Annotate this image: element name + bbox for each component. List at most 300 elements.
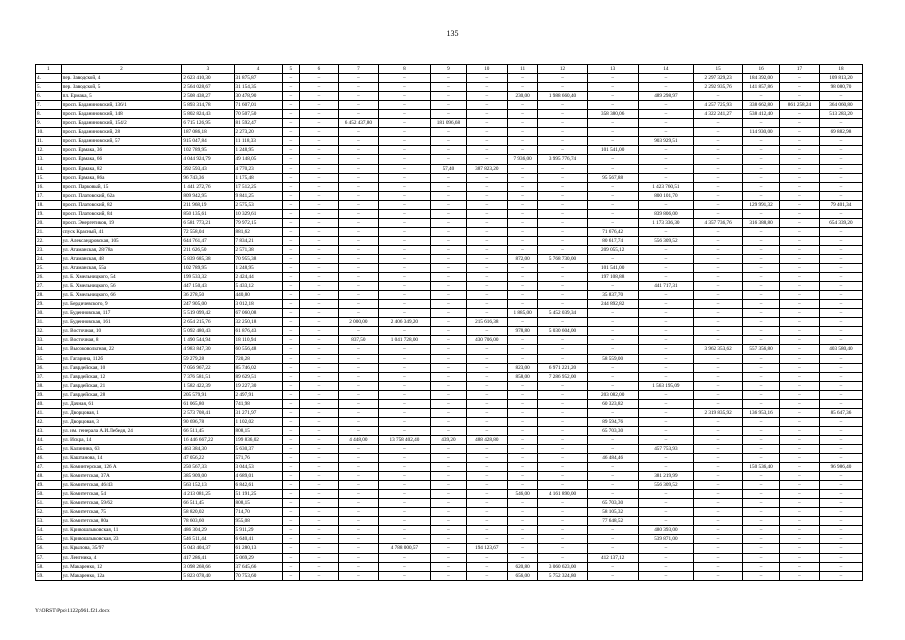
value-cell: – [638,454,693,463]
value-cell: – [378,164,430,173]
value-cell: – [300,544,339,553]
value-cell: 2 575,53 [234,200,282,209]
value-cell: 441 717,31 [638,282,693,291]
value-cell: – [819,137,862,146]
value-cell: – [300,517,339,526]
value-cell: – [694,463,743,472]
value-cell: – [466,526,507,535]
value-cell: 539 871,00 [638,535,693,544]
value-cell: – [431,110,467,119]
value-cell: – [282,517,299,526]
value-cell: – [378,209,430,218]
value-cell: – [638,562,693,571]
value-cell: 387 823,20 [466,164,507,173]
table-row [36,146,863,155]
value-cell: – [538,218,587,227]
value-cell: – [338,236,378,245]
row-number-cell: 30. [36,309,62,318]
value-cell: – [779,535,819,544]
value-cell: – [338,173,378,182]
value-cell: 978,80 [507,327,538,336]
value-cell: – [779,209,819,218]
value-cell: – [300,200,339,209]
value-cell: – [779,137,819,146]
value-cell: 955,08 [234,517,282,526]
value-cell: 358 380,06 [587,110,638,119]
value-cell: – [338,182,378,191]
value-cell: – [378,146,430,155]
value-cell: – [779,444,819,453]
address-cell: ул. Гагарина, 112б [61,354,182,363]
value-cell: – [378,300,430,309]
value-cell: 538 412,40 [743,110,780,119]
column-header-5: 5 [282,65,299,74]
address-cell: просп. Баданиновский, 136/1 [61,101,182,110]
value-cell: – [587,345,638,354]
table-row [36,273,863,282]
value-cell: – [466,454,507,463]
row-number-cell: 36. [36,363,62,372]
value-cell: – [466,254,507,263]
table-row [36,218,863,227]
value-cell: – [538,417,587,426]
value-cell: 2 319 835,92 [694,408,743,417]
value-cell: – [743,336,780,345]
value-cell: – [300,372,339,381]
value-cell: – [538,463,587,472]
value-cell: – [743,399,780,408]
value-cell: – [694,553,743,562]
value-cell: – [282,155,299,164]
value-cell: – [538,110,587,119]
value-cell: – [431,508,467,517]
value-cell: – [779,381,819,390]
value-cell: – [538,291,587,300]
table-row [36,309,863,318]
table-row [36,327,863,336]
row-number-cell: 29. [36,300,62,309]
value-cell: – [694,191,743,200]
column-header-1: 1 [36,65,62,74]
value-cell: – [507,535,538,544]
value-cell: – [507,408,538,417]
table-row [36,408,863,417]
value-cell: – [431,454,467,463]
value-cell: – [779,74,819,83]
column-header-7: 7 [338,65,378,74]
value-cell: – [507,508,538,517]
value-cell: – [431,327,467,336]
value-cell: – [743,426,780,435]
value-cell: – [538,426,587,435]
value-cell: – [743,472,780,481]
value-cell: – [694,444,743,453]
value-cell: 96 743,36 [182,173,234,182]
value-cell: – [779,399,819,408]
value-cell: – [587,562,638,571]
row-number-cell: 8. [36,110,62,119]
value-cell: – [819,435,862,444]
value-cell: – [300,191,339,200]
value-cell: – [694,164,743,173]
table-row [36,363,863,372]
value-cell: – [507,517,538,526]
value-cell: – [466,291,507,300]
value-cell: – [819,282,862,291]
value-cell: 114 930,00 [743,128,780,137]
value-cell: – [587,571,638,580]
value-cell: – [282,535,299,544]
value-cell: 205 579,91 [182,390,234,399]
value-cell: – [378,327,430,336]
row-number-cell: 17. [36,191,62,200]
value-cell: – [466,535,507,544]
value-cell: – [300,300,339,309]
value-cell: 7 834,21 [234,236,282,245]
value-cell: – [466,218,507,227]
value-cell: – [378,264,430,273]
value-cell: – [819,472,862,481]
value-cell: – [282,182,299,191]
value-cell: – [338,273,378,282]
value-cell: – [819,454,862,463]
table-row [36,481,863,490]
value-cell: 1 563 195,09 [638,381,693,390]
value-cell: – [431,336,467,345]
value-cell: – [507,426,538,435]
value-cell: – [282,291,299,300]
value-cell: 4 788 000,57 [378,544,430,553]
table-row [36,463,863,472]
value-cell: 211 626,50 [182,245,234,254]
value-cell: – [638,155,693,164]
value-cell: – [779,481,819,490]
value-cell: – [779,363,819,372]
value-cell: – [638,408,693,417]
value-cell: – [587,128,638,137]
value-cell: – [338,571,378,580]
value-cell: – [466,417,507,426]
value-cell: 49 148,05 [234,155,282,164]
value-cell: – [431,345,467,354]
value-cell: – [779,191,819,200]
value-cell: – [819,490,862,499]
value-cell: – [638,417,693,426]
row-number-cell: 59. [36,571,62,580]
value-cell: – [638,101,693,110]
value-cell: – [378,236,430,245]
value-cell: – [819,363,862,372]
value-cell: – [507,399,538,408]
value-cell: – [743,372,780,381]
value-cell: – [466,517,507,526]
value-cell: – [431,74,467,83]
table-header [36,65,863,74]
value-cell: 194 123,67 [466,544,507,553]
value-cell: 5 030 604,00 [538,327,587,336]
value-cell: – [743,191,780,200]
value-cell: 4 044 924,79 [182,155,234,164]
value-cell: – [300,209,339,218]
value-cell: – [538,236,587,245]
value-cell: 79 401,34 [819,200,862,209]
value-cell: – [743,327,780,336]
value-cell: – [743,182,780,191]
value-cell: – [819,92,862,101]
value-cell: – [300,309,339,318]
column-header-8: 8 [378,65,430,74]
value-cell: – [466,354,507,363]
address-cell: ул. Гаврдейская, 28 [61,390,182,399]
value-cell: – [638,146,693,155]
value-cell: 1 441 272,76 [182,182,234,191]
value-cell: – [338,164,378,173]
address-cell: просп. Ермака, 86а [61,173,182,182]
value-cell: – [378,535,430,544]
row-number-cell: 43. [36,426,62,435]
value-cell: – [638,83,693,92]
value-cell: 17 512,25 [234,182,282,191]
row-number-cell: 27. [36,282,62,291]
value-cell: – [779,282,819,291]
value-cell: – [338,490,378,499]
value-cell: – [743,92,780,101]
value-cell: – [378,101,430,110]
value-cell: – [466,300,507,309]
value-cell: – [819,517,862,526]
value-cell: – [282,435,299,444]
value-cell: – [779,245,819,254]
table-row [36,435,863,444]
value-cell: – [694,236,743,245]
value-cell: 2 508 438,27 [182,92,234,101]
value-cell: 1 885,00 [507,309,538,318]
value-cell: – [431,417,467,426]
address-cell: просп. Ермака, 66 [61,155,182,164]
value-cell: – [819,182,862,191]
value-cell: – [743,454,780,463]
value-cell: – [338,499,378,508]
column-header-15: 15 [694,65,743,74]
address-cell: ул. Буденновская, 161 [61,318,182,327]
value-cell: 101 541,00 [587,146,638,155]
value-cell: 4 213 081,25 [182,490,234,499]
table-row [36,336,863,345]
value-cell: – [743,553,780,562]
value-cell: – [694,499,743,508]
value-cell: 488 428,80 [466,435,507,444]
value-cell: 2 297 329,23 [694,74,743,83]
value-cell: – [466,119,507,128]
value-cell: – [300,472,339,481]
value-cell: – [338,191,378,200]
value-cell: – [587,318,638,327]
value-cell: 1 423 760,51 [638,182,693,191]
value-cell: – [779,173,819,182]
table-row [36,227,863,236]
value-cell: – [507,472,538,481]
value-cell: – [538,209,587,218]
table-row [36,291,863,300]
value-cell: – [779,309,819,318]
value-cell: – [779,200,819,209]
value-cell: – [819,227,862,236]
value-cell: – [507,381,538,390]
row-number-cell: 23. [36,245,62,254]
value-cell: – [338,300,378,309]
value-cell: – [638,499,693,508]
value-cell: 199 533,32 [182,273,234,282]
value-cell: – [507,218,538,227]
address-cell: ул. Комитетская, 54 [61,490,182,499]
table-row [36,200,863,209]
table-row [36,571,863,580]
row-number-cell: 13. [36,155,62,164]
value-cell: 2 654 215,76 [182,318,234,327]
value-cell: – [819,481,862,490]
value-cell: – [300,571,339,580]
address-cell: ул. Восточная, 10 [61,327,182,336]
value-cell: – [638,327,693,336]
value-cell: – [587,74,638,83]
value-cell: – [507,336,538,345]
row-number-cell: 20. [36,218,62,227]
value-cell: – [587,155,638,164]
value-cell: – [819,526,862,535]
value-cell: – [338,526,378,535]
value-cell: – [378,119,430,128]
value-cell: – [431,544,467,553]
value-cell: – [819,372,862,381]
row-number-cell: 51. [36,499,62,508]
value-cell: – [431,282,467,291]
table-row [36,300,863,309]
value-cell: – [743,526,780,535]
value-cell: – [378,472,430,481]
value-cell: – [538,354,587,363]
value-cell: – [431,101,467,110]
table-row [36,74,863,83]
value-cell: 61 280,13 [234,544,282,553]
value-cell: 6 842,61 [234,481,282,490]
value-cell: – [638,517,693,526]
column-header-3: 3 [182,65,234,74]
value-cell: – [587,191,638,200]
value-cell: – [338,101,378,110]
value-cell: – [779,273,819,282]
value-cell: – [507,481,538,490]
value-cell: – [587,336,638,345]
value-cell: – [431,499,467,508]
value-cell: – [587,101,638,110]
table-row [36,490,863,499]
value-cell: 2 564 028,67 [182,83,234,92]
value-cell: 903 929,51 [638,137,693,146]
value-cell: 70 507,50 [234,110,282,119]
value-cell: – [466,381,507,390]
value-cell: – [538,227,587,236]
value-cell: 5 043 404,37 [182,544,234,553]
value-cell: – [694,128,743,137]
value-cell: – [638,309,693,318]
row-number-cell: 39. [36,390,62,399]
value-cell: 85 746,02 [234,363,282,372]
value-cell: – [743,562,780,571]
value-cell: – [743,354,780,363]
value-cell: – [282,227,299,236]
value-cell: – [507,526,538,535]
row-number-cell: 7. [36,101,62,110]
value-cell: – [779,571,819,580]
value-cell: 546,00 [507,490,538,499]
value-cell: 858,00 [507,372,538,381]
value-cell: – [431,390,467,399]
value-cell: 1 041 728,00 [378,336,430,345]
value-cell: – [431,535,467,544]
value-cell: – [282,444,299,453]
column-header-14: 14 [638,65,693,74]
value-cell: – [338,309,378,318]
value-cell: – [587,444,638,453]
value-cell: 71 676,42 [587,227,638,236]
value-cell: – [694,273,743,282]
row-number-cell: 53. [36,517,62,526]
value-cell: – [338,209,378,218]
value-cell: – [507,354,538,363]
value-cell: – [743,137,780,146]
value-cell: – [282,354,299,363]
value-cell: – [282,236,299,245]
value-cell: – [378,309,430,318]
value-cell: 58 105,32 [587,508,638,517]
value-cell: – [779,499,819,508]
table-row [36,245,863,254]
value-cell: – [431,318,467,327]
value-cell: – [779,517,819,526]
value-cell: – [587,309,638,318]
value-cell: – [466,74,507,83]
value-cell: – [779,327,819,336]
value-cell: – [466,209,507,218]
value-cell: – [694,372,743,381]
value-cell: 109 813,20 [819,74,862,83]
value-cell: – [694,282,743,291]
value-cell: – [694,354,743,363]
value-cell: – [378,74,430,83]
value-cell: – [338,291,378,300]
value-cell: 620,80 [507,562,538,571]
value-cell: – [378,508,430,517]
table-row [36,508,863,517]
value-cell: – [638,490,693,499]
value-cell: – [694,327,743,336]
value-cell: – [378,354,430,363]
value-cell: 5 752 324,80 [538,571,587,580]
value-cell: – [282,300,299,309]
value-cell: – [338,245,378,254]
value-cell: – [694,454,743,463]
value-cell: – [743,444,780,453]
address-cell: пер. Заводской, 5 [61,83,182,92]
value-cell: 381 219,99 [638,472,693,481]
value-cell: – [507,110,538,119]
value-cell: 850 135,61 [182,209,234,218]
value-cell: – [300,490,339,499]
value-cell: 98 080,70 [819,83,862,92]
value-cell: – [507,273,538,282]
address-cell: ул. Макаренко, 12а [61,571,182,580]
value-cell: – [694,254,743,263]
